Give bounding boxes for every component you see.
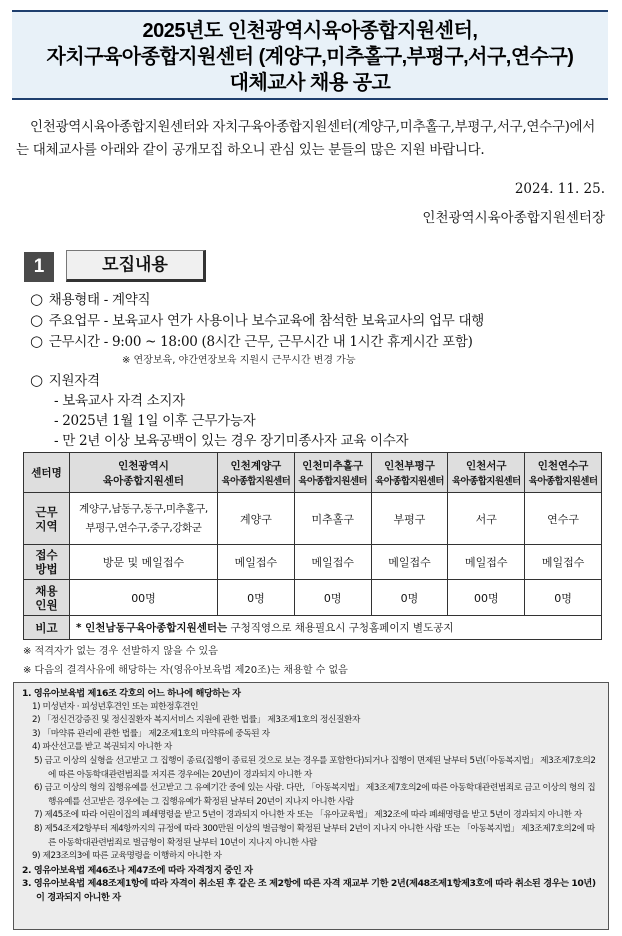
row-header-remark: 비고: [24, 616, 70, 640]
disqual-item: 8) 제54조제2항부터 제4항까지의 규정에 따라 300만원 이상의 벌금형이 확정된 날부터 2년이 지나지 아니한 사람 또는 「아동복지법」 제3조제7호의2에 따른 아동학대관련범죄로 벌금형이 확정된 날부터 10년이 지나지 아니한 사람: [34, 823, 595, 848]
table-cell: 메일접수: [294, 545, 371, 580]
disqual-heading-1: 1. 영유아보육법 제16조 각호의 어느 하나에 해당하는 자: [22, 688, 241, 699]
disqual-item: 4) 파산선고를 받고 복권되지 아니한 자: [32, 742, 172, 753]
circle-bullet-icon: ○: [30, 311, 43, 329]
table-row: [24, 493, 602, 545]
table-cell: 00명: [448, 580, 525, 616]
table-row: [24, 545, 602, 580]
note-disqualification: ※ 다음의 결격사유에 해당하는 자(영유아보육법 제20조)는 채용할 수 없음: [23, 665, 348, 676]
table-cell: 계양구,남동구,동구,미추홀구, 부평구,연수구,중구,강화군: [70, 493, 218, 545]
table-row: [24, 580, 602, 616]
table-cell: 0명: [371, 580, 448, 616]
qual-item: - 보육교사 자격 소지자: [54, 393, 185, 409]
row-header-count: 채용 인원: [24, 580, 70, 616]
title-banner: [12, 10, 608, 100]
disqual-heading-3: 3. 영유아보육법 제48조제1항에 따라 자격이 취소된 후 같은 조 제2항에 따른 자격 재교부 기한 2년(제48조제1항제3호에 따라 취소된 경우는 10년)이 경과되지 아니한 자: [22, 878, 596, 903]
table-cell: 메일접수: [218, 545, 295, 580]
qual-item: - 만 2년 이상 보육공백이 있는 경우 장기미종사자 교육 이수자: [54, 433, 409, 449]
disqual-item: 5) 금고 이상의 실형을 선고받고 그 집행이 종료(집행이 종료된 것으로 보는 경우를 포함한다)되거나 집행이 면제된 날부터 5년(「아동복지법」 제3조제7호의2에 따른 아동학대관련범죄를 저지른 경우에는 20년)이 경과되지 아니한 자: [34, 755, 596, 780]
table-cell: 부평구: [371, 493, 448, 545]
title-line-3: 대체교사 채용 공고: [229, 72, 391, 94]
disqual-item: 2) 「정신건강증진 및 정신질환자 복지서비스 지원에 관한 법률」 제3조제1호의 정신질환자: [32, 715, 360, 726]
recruitment-table: [23, 452, 602, 640]
table-cell: 00명: [70, 580, 218, 616]
title-line-2: 자치구육아종합지원센터 (계양구,미추홀구,부평구,서구,연수구): [46, 46, 574, 68]
table-cell: 연수구: [525, 493, 602, 545]
work-hours-note: ※ 연장보육, 야간연장보육 지원시 근무시간 변경 가능: [122, 355, 356, 366]
section-number: 1: [24, 252, 54, 282]
disqual-item: 9) 제23조의3에 따른 교육명령을 이행하지 아니한 자: [32, 851, 222, 862]
disqual-heading-2: 2. 영유아보육법 제46조나 제47조에 따라 자격정지 중인 자: [22, 864, 253, 876]
item-employment-type: ○ 채용형태 - 계약직: [30, 290, 151, 308]
intro-paragraph: 인천광역시육아종합지원센터와 자치구육아종합지원센터(계양구,미추홀구,부평구,서구,연수구)에서는 대체교사를 아래와 같이 공개모집 하오니 관심 있는 분들의 많은 지원 바랍니다.: [16, 119, 596, 158]
center-header: 인천미추홀구 육아종합지원센터: [294, 453, 371, 493]
center-header: 인천계양구 육아종합지원센터: [218, 453, 295, 493]
item-qualification: ○ 지원자격: [30, 371, 100, 389]
title-line-1: 2025년도 인천광역시육아종합지원센터,: [142, 20, 478, 42]
table-cell: 미추홀구: [294, 493, 371, 545]
table-row: [24, 616, 602, 640]
row-header-method: 접수 방법: [24, 545, 70, 580]
item-main-duty: ○ 주요업무 - 보육교사 연가 사용이나 보수교육에 참석한 보육교사의 업무 대행: [30, 311, 484, 329]
table-cell: 서구: [448, 493, 525, 545]
issuer-name: 인천광역시육아종합지원센터장: [422, 210, 605, 226]
center-header: 인천광역시 육아종합지원센터: [70, 453, 218, 493]
section-title: 모집내용: [66, 250, 206, 282]
disqual-item: 7) 제45조에 따라 어린이집의 폐쇄명령을 받고 5년이 경과되지 아니한 자 또는 「유아교육법」 제32조에 따라 폐쇄명령을 받고 5년이 경과되지 아니한 자: [34, 810, 582, 821]
table-cell: 0명: [218, 580, 295, 616]
table-cell: 메일접수: [448, 545, 525, 580]
table-cell: 0명: [525, 580, 602, 616]
row-header-area: 근무 지역: [24, 493, 70, 545]
disqual-item: 1) 미성년자 · 피성년후견인 또는 피한정후견인: [32, 701, 199, 712]
disqualification-box: [13, 682, 609, 930]
center-header: 인천연수구 육아종합지원센터: [525, 453, 602, 493]
item-work-hours: ○ 근무시간 - 9:00 ~ 18:00 (8시간 근무, 근무시간 내 1시간 휴게시간 포함): [30, 332, 473, 350]
circle-bullet-icon: ○: [30, 371, 43, 389]
table-cell: 메일접수: [525, 545, 602, 580]
circle-bullet-icon: ○: [30, 332, 43, 350]
table-cell: 계양구: [218, 493, 295, 545]
disqual-item: 3) 「마약류 관리에 관한 법률」 제2조제1호의 마약류에 중독된 자: [32, 728, 270, 739]
table-cell: 0명: [294, 580, 371, 616]
disqual-item: 6) 금고 이상의 형의 집행유예를 선고받고 그 유예기간 중에 있는 사람. 다만, 「아동복지법」 제3조제7호의2에 따른 아동학대관련범죄로 금고 이상의 형의 집행유예를 선고받은 경우에는 그 집행유예가 확정된 날부터 20년이 지나지 아니한 사람: [34, 783, 596, 807]
table-cell: 방문 및 메일접수: [70, 545, 218, 580]
center-header: 인천부평구 육아종합지원센터: [371, 453, 448, 493]
circle-bullet-icon: ○: [30, 290, 43, 308]
center-header: 인천서구 육아종합지원센터: [448, 453, 525, 493]
table-header-row: [24, 453, 602, 493]
qual-item: - 2025년 1월 1일 이후 근무가능자: [54, 413, 256, 429]
announcement-date: 2024. 11. 25.: [514, 181, 605, 197]
table-corner-header: 센터명: [24, 453, 70, 493]
table-cell: 메일접수: [371, 545, 448, 580]
note-no-qualified: ※ 적격자가 없는 경우 선발하지 않을 수 있음: [23, 646, 218, 657]
remark-cell: * 인천남동구육아종합지원센터는 구청직영으로 채용필요시 구청홈페이지 별도공지: [70, 616, 602, 640]
